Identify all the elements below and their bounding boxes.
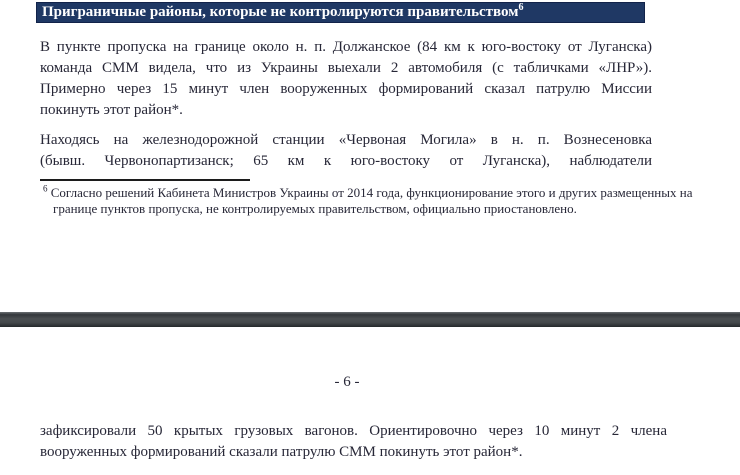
paragraph-border-crossing [40,37,652,121]
text-line: команда СММ видела, что из Украины выехали 2 автомобиля (с табличками «ЛНР»). [40,60,652,76]
text-line: (бывш. Червонопартизанск; 65 км к юго-востоку от Луганска), наблюдатели [40,153,652,169]
section-header-title: Приграничные районы, которые не контролируются правительством [42,4,519,20]
paragraph-wagons [40,421,667,463]
footnote-line [43,185,733,201]
text-line: вооруженных формирований сказали патрулю СММ покинуть этот район*. [40,444,523,460]
footnote-line: границе пунктов пропуска, не контролируемых правительством, официально приостановлено. [53,201,577,216]
footnote-separator-rule [40,179,250,181]
section-header-bar [36,2,645,23]
footnote [43,185,733,217]
text-line: покинуть этот район*. [40,102,183,118]
paragraph-railway-station [40,130,652,172]
page-break-separator [0,312,740,327]
text-line: зафиксировали 50 крытых грузовых вагонов. Ориентировочно через 10 минут 2 члена [40,423,667,439]
text-line: Находясь на железнодорожной станции «Червоная Могила» в н. п. Вознесеновка [40,132,652,148]
section-header-footnote-ref: 6 [518,2,524,13]
text-line: В пункте пропуска на границе около н. п. Должанское (84 км к юго-востоку от Луганска) [40,39,652,55]
footnote-marker: 6 [43,183,48,194]
page-number: - 6 - [334,374,360,390]
footnote-text: Согласно решений Кабинета Министров Украины от 2014 года, функционирование этого и других размещенных на [50,185,693,200]
text-line: Примерно через 15 минут член вооруженных формирований сказал патрулю Миссии [40,81,652,97]
